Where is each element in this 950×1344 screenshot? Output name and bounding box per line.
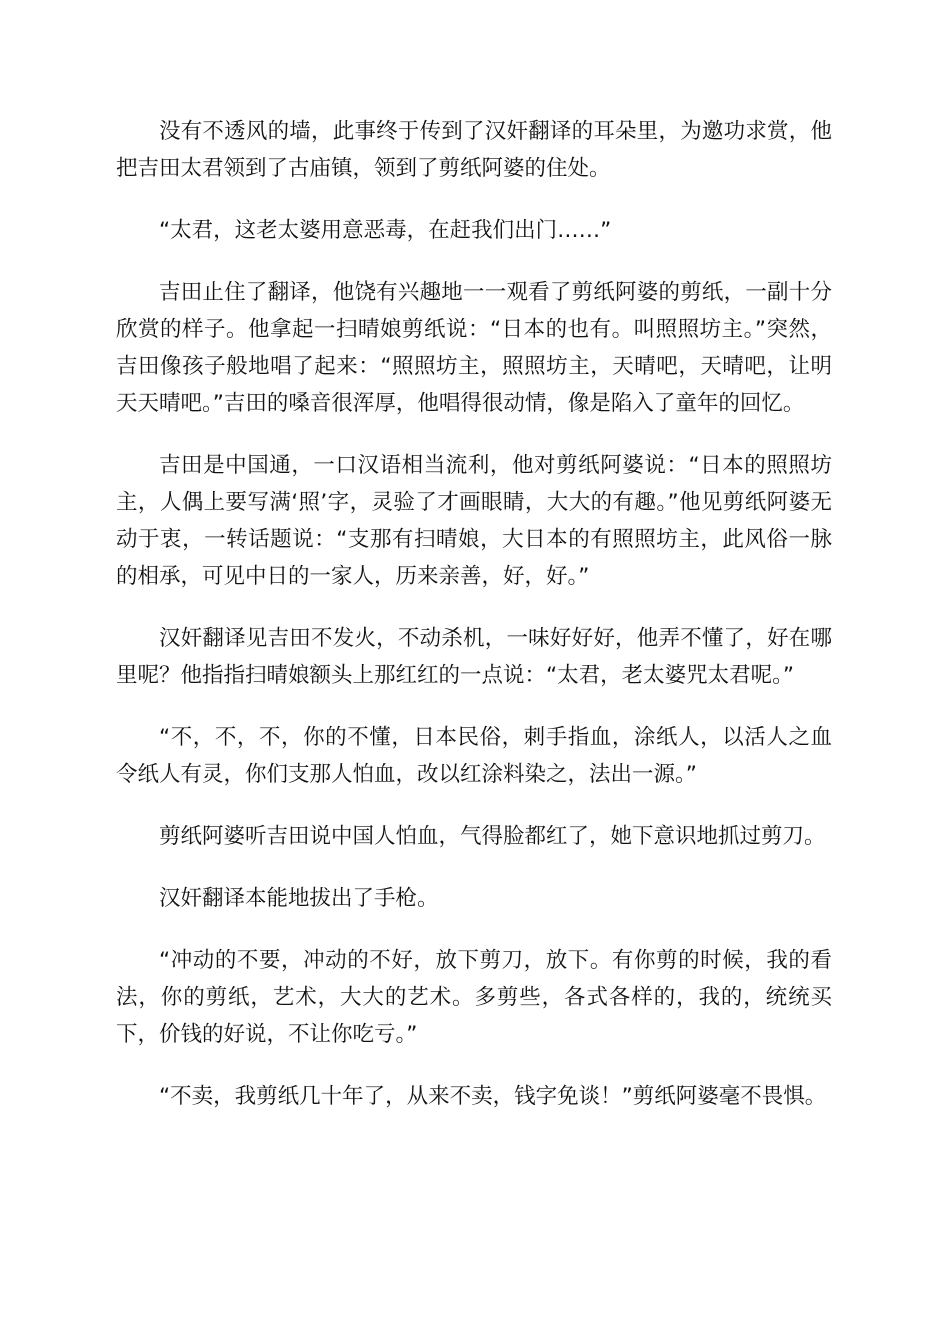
- document-body: [116, 113, 832, 1140]
- paragraph: 吉田止住了翻译，他饶有兴趣地一一观看了剪纸阿婆的剪纸，一副十分欣赏的样子。他拿起一扫晴娘剪纸说：“日本的也有。叫照照坊主。”突然，吉田像孩子般地唱了起来：“照照坊主，照照坊主，天晴吧，天晴吧，让明天天晴吧。”吉田的嗓音很浑厚，他唱得很动情，像是陷入了童年的回忆。: [116, 280, 832, 416]
- paragraph: “不卖，我剪纸几十年了，从来不卖，钱字免谈！”剪纸阿婆毫不畏惧。: [159, 1084, 827, 1109]
- paragraph: 吉田是中国通，一口汉语相当流利，他对剪纸阿婆说：“日本的照照坊主，人偶上要写满‘照’字，灵验了才画眼睛，大大的有趣。”他见剪纸阿婆无动于衷，一转话题说：“支那有扫晴娘，大日本的有照照坊主，此风俗一脉的相承，可见中日的一家人，历来亲善，好，好。”: [116, 453, 832, 589]
- paragraph: 没有不透风的墙，此事终于传到了汉奸翻译的耳朵里，为邀功求赏，他把吉田太君领到了古庙镇，领到了剪纸阿婆的住处。: [116, 119, 832, 181]
- paragraph: 汉奸翻译本能地拔出了手枪。: [159, 886, 439, 911]
- paragraph: 汉奸翻译见吉田不发火，不动杀机，一味好好好，他弄不懂了，好在哪里呢？他指指扫晴娘额头上那红红的一点说：“太君，老太婆咒太君呢。”: [116, 626, 832, 688]
- paragraph: 剪纸阿婆听吉田说中国人怕血，气得脸都红了，她下意识地抓过剪刀。: [159, 824, 826, 849]
- paragraph: “冲动的不要，冲动的不好，放下剪刀，放下。有你剪的时候，我的看法，你的剪纸，艺术，大大的艺术。多剪些，各式各样的，我的，统统买下，价钱的好说，不让你吃亏。”: [116, 948, 832, 1047]
- paragraph: “太君，这老太婆用意恶毒，在赶我们出门……”: [159, 218, 612, 243]
- paragraph: “不，不，不，你的不懂，日本民俗，刺手指血，涂纸人，以活人之血令纸人有灵，你们支那人怕血，改以红涂料染之，法出一源。”: [116, 725, 832, 787]
